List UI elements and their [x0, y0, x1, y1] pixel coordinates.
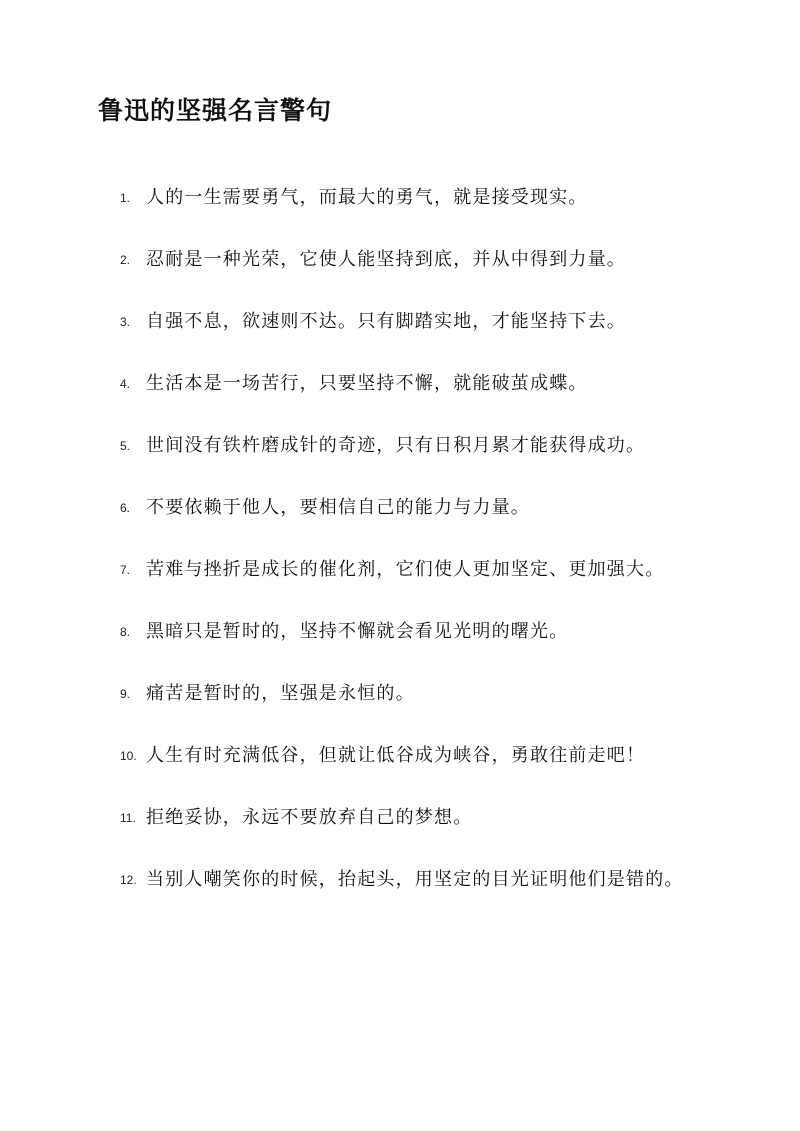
list-item-text: 生活本是一场苦行，只要坚持不懈，就能破茧成蝶。	[146, 373, 588, 394]
list-item	[120, 602, 720, 662]
list-item	[120, 416, 720, 476]
list-item	[120, 664, 720, 724]
list-item-text: 人的一生需要勇气，而最大的勇气，就是接受现实。	[146, 187, 588, 208]
list-item-number: 4.	[120, 377, 131, 391]
list-item-number: 6.	[120, 501, 131, 515]
list-item-number: 1.	[120, 191, 131, 205]
list-item-number: 2.	[120, 253, 131, 267]
list-item-text: 苦难与挫折是成长的催化剂，它们使人更加坚定、更加强大。	[146, 559, 665, 580]
list-item	[120, 540, 720, 600]
list-item-text: 痛苦是暂时的，坚强是永恒的。	[146, 683, 415, 704]
list-item-number: 3.	[120, 315, 131, 329]
list-item-number: 5.	[120, 439, 131, 453]
list-item-text: 不要依赖于他人，要相信自己的能力与力量。	[146, 497, 530, 518]
list-item-number: 8.	[120, 625, 131, 639]
list-item	[120, 478, 720, 538]
list-item	[120, 726, 720, 786]
list-item	[120, 354, 720, 414]
page-title: 鲁迅的坚强名言警句	[98, 96, 333, 125]
list-item-text: 忍耐是一种光荣，它使人能坚持到底，并从中得到力量。	[146, 249, 626, 270]
quote-list	[120, 168, 720, 912]
list-item-number: 7.	[120, 563, 131, 577]
list-item	[120, 168, 720, 228]
list-item	[120, 788, 720, 848]
list-item-number: 11.	[120, 811, 136, 825]
list-item-number: 10.	[120, 749, 137, 763]
list-item-text: 自强不息，欲速则不达。只有脚踏实地，才能坚持下去。	[146, 311, 626, 332]
list-item	[120, 292, 720, 352]
list-item-text: 拒绝妥协，永远不要放弃自己的梦想。	[146, 807, 473, 828]
list-item	[120, 850, 720, 910]
list-item-text: 黑暗只是暂时的，坚持不懈就会看见光明的曙光。	[146, 621, 569, 642]
list-item	[120, 230, 720, 290]
list-item-text: 世间没有铁杵磨成针的奇迹，只有日积月累才能获得成功。	[146, 435, 646, 456]
list-item-text: 当别人嘲笑你的时候，抬起头，用坚定的目光证明他们是错的。	[146, 869, 684, 890]
list-item-number: 12.	[120, 873, 137, 887]
list-item-number: 9.	[120, 687, 131, 701]
list-item-text: 人生有时充满低谷，但就让低谷成为峡谷，勇敢往前走吧！	[146, 745, 646, 766]
